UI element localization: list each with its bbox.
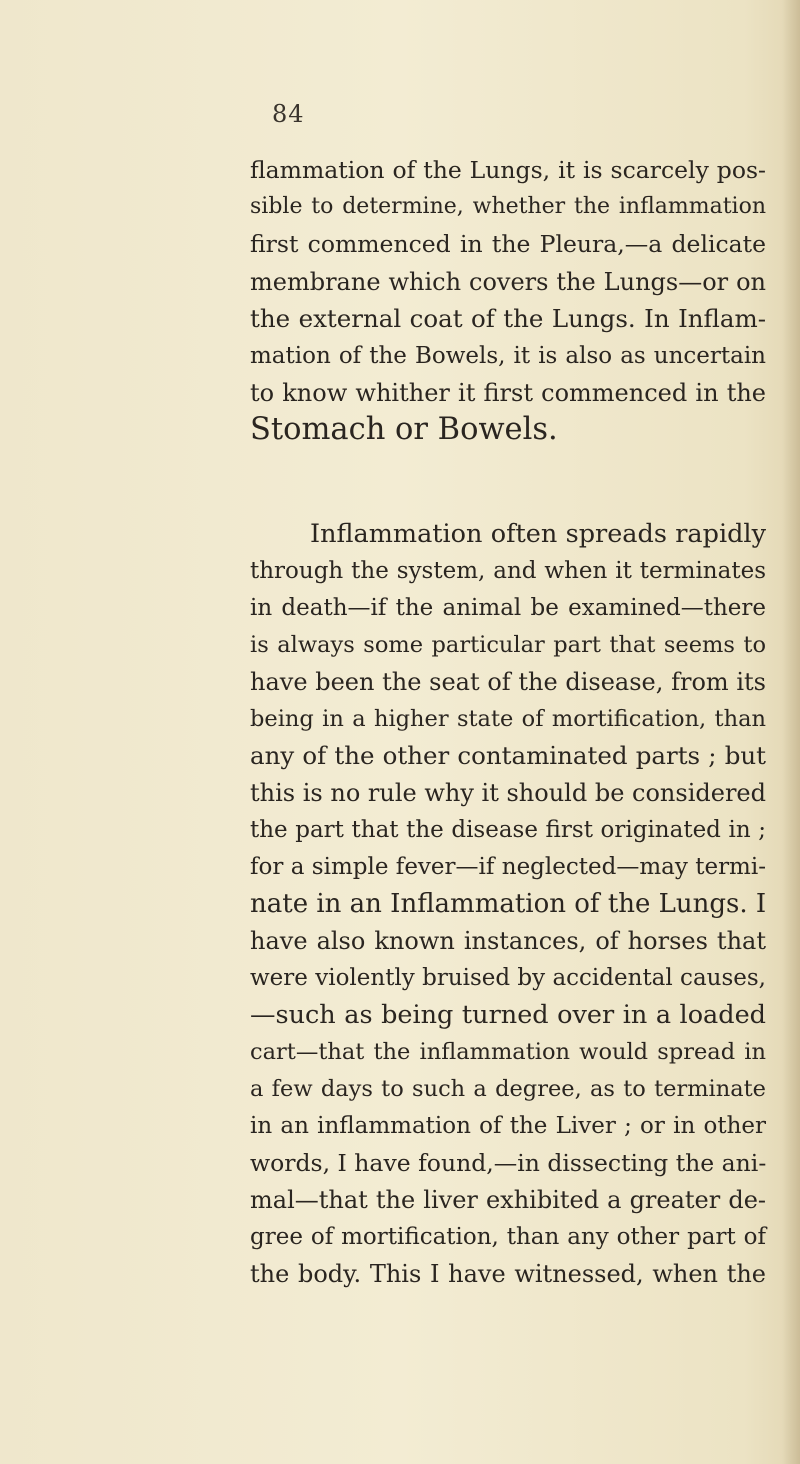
text-line: to know whither it first commenced in the: [250, 379, 766, 407]
text-line: mal—that the liver exhibited a greater de-: [250, 1186, 766, 1214]
page-number: 84: [272, 100, 305, 128]
text-line: first commenced in the Pleura,—a delicate: [250, 230, 766, 258]
text-line: gree of mortification, than any other part of: [250, 1224, 766, 1250]
text-line: being in a higher state of mortification, than: [250, 706, 766, 732]
text-line: cart—that the inflammation would spread in: [250, 1039, 766, 1065]
text-line: through the system, and when it terminates: [250, 558, 766, 584]
text-line: this is no rule why it should be considered: [250, 779, 766, 807]
text-line: for a simple fever—if neglected—may termi-: [250, 854, 766, 880]
text-line: in an inflammation of the Liver ; or in other: [250, 1113, 766, 1139]
text-line: Inflammation often spreads rapidly: [310, 519, 766, 549]
text-line: have also known instances, of horses that: [250, 927, 766, 955]
text-line: a few days to such a degree, as to terminate: [250, 1076, 766, 1102]
text-line: the part that the disease first originated in ;: [250, 817, 766, 843]
text-line: sible to determine, whether the inflammation: [250, 194, 766, 219]
text-line: words, I have found,—in dissecting the ani-: [250, 1149, 767, 1177]
text-line: flammation of the Lungs, it is scarcely pos-: [250, 156, 766, 184]
text-line: in death—if the animal be examined—there: [250, 595, 766, 621]
text-line: the external coat of the Lungs. In Inflam-: [250, 304, 766, 333]
text-line: membrane which covers the Lungs—or on: [250, 268, 766, 296]
text-line: any of the other contaminated parts ; but: [250, 741, 766, 770]
text-line: nate in an Inflammation of the Lungs. I: [250, 889, 767, 919]
text-line: Stomach or Bowels.: [250, 412, 558, 447]
page-edge-shadow: [782, 0, 800, 1464]
text-line: is always some particular part that seems to: [250, 632, 766, 658]
text-line: have been the seat of the disease, from its: [250, 668, 766, 696]
text-line: mation of the Bowels, it is also as uncertain: [250, 343, 766, 369]
text-line: were violently bruised by accidental causes,: [250, 965, 766, 991]
text-line: —such as being turned over in a loaded: [250, 1000, 766, 1030]
text-line: the body. This I have witnessed, when the: [250, 1260, 766, 1288]
